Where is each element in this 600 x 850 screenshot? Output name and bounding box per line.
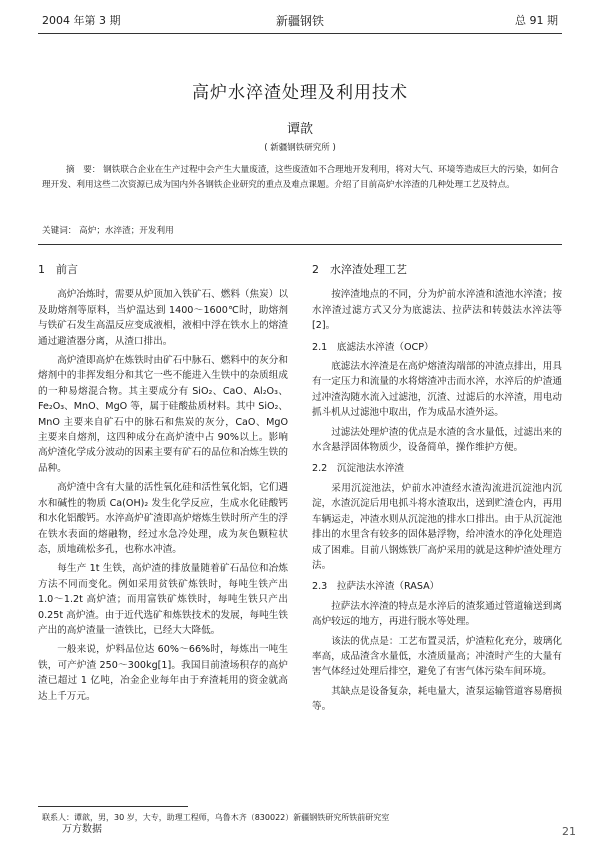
abstract-rule <box>38 244 562 245</box>
paragraph: 高炉渣即高炉在炼铁时由矿石中脉石、燃料中的灰分和熔剂中的非挥发组分和其它一些不能进入生铁中的杂质组成的一种易熔混合物。其主要成分有 SiO₂、CaO、Al₂O₃、Fe₂O₃、MnO、MgO 等，属于硅酸盐质材料。其中 SiO₂、MnO 主要来自矿石中的脉石和焦炭的灰分，CaO、MgO 主要来自熔剂，这四种成分在高炉渣中占 90%以上。影响高炉渣化学成分波动的因素主要有矿石的品位和冶炼生铁的品种。 <box>38 355 288 474</box>
paragraph: 一般来说，炉料品位达 60%～66%时，每炼出一吨生铁，可产炉渣 250～300kg[1]。我国目前渣场积存的高炉渣已超过 1 亿吨，冶金企业每年由于弃渣耗用的资金就高达上千万元。 <box>38 644 288 702</box>
paragraph: 该法的优点是：工艺布置灵活，炉渣粒化充分，玻璃化率高，成品渣含水量低，水渣质量高；冲渣时产生的大量有害气体经过处理后排空，避免了有害气体污染车间环境。 <box>312 635 562 678</box>
header-rule <box>38 33 562 34</box>
right-column <box>312 262 562 719</box>
paper-title: 高炉水淬渣处理及利用技术 <box>192 83 408 103</box>
abstract-text: 钢铁联合企业在生产过程中会产生大量废渣，这些废渣如不合理地开发利用，将对大气、环境等造成巨大的污染，如何合理开发、利用这些二次资源已成为国内外各钢铁企业研究的重点及难点课题。介绍了目前高炉水淬渣的几种处理工艺及特点。 <box>42 165 559 190</box>
keywords-label: 关键词： <box>42 226 77 236</box>
keywords <box>42 224 562 236</box>
journal-issue: 2004 年第 3 期 <box>42 14 121 27</box>
paragraph: 按淬渣地点的不同，分为炉前水淬渣和渣池水淬渣；按水淬渣过滤方式又分为底滤法、拉萨法和转鼓法水淬法等[2]。 <box>312 289 562 332</box>
paragraph: 高炉冶炼时，需要从炉顶加入铁矿石、燃料（焦炭）以及助熔剂等原料，当炉温达到 1400～1600℃时，助熔剂与铁矿石发生高温反应变成液相，液相中浮在铁水上的熔渣通过避渣器分离，从渣口排出。 <box>38 289 288 347</box>
footnote <box>42 812 562 836</box>
paragraph: 拉萨法水淬渣的特点是水淬后的渣浆通过管道输送到离高炉较远的地方，再进行脱水等处理。 <box>312 600 562 628</box>
footnote-rule <box>38 806 188 807</box>
left-column <box>38 262 288 708</box>
abstract-label: 摘 要： <box>66 165 101 175</box>
footnote-watermark: 万方数据 <box>62 824 102 835</box>
subsection-2-2-title: 2.2 沉淀池法水淬渣 <box>312 463 405 475</box>
subsection-2-1-title: 2.1 底滤法水淬渣（OCP） <box>312 341 434 353</box>
paragraph: 其缺点是设备复杂，耗电量大，渣泵运输管道容易磨损等。 <box>312 685 562 713</box>
footnote-text: 联系人：谭歆，男，30 岁，大专，助理工程师，乌鲁木齐（830022）新疆钢铁研究所铁前研究室 <box>42 813 390 822</box>
journal-total-issue: 总 91 期 <box>515 14 558 27</box>
abstract <box>42 163 562 193</box>
journal-name: 新疆钢铁 <box>275 14 324 28</box>
section-1-title: 1 前言 <box>38 263 78 276</box>
page-number: 21 <box>562 825 576 838</box>
paragraph: 采用沉淀池法，炉前水冲渣经水渣沟流进沉淀池内沉淀，水渣沉淀后用电抓斗将水渣取出，送到贮渣仓内，再用车辆运走，冲渣水则从沉淀池的排水口排出。由于从沉淀池排出的水里含有较多的固体悬浮物，给冲渣水的净化处理造成了困难。目前八钢炼铁厂高炉采用的就是这种炉渣处理方法。 <box>312 482 562 571</box>
author: 谭歆 <box>286 122 313 137</box>
affiliation: ( 新疆钢铁研究所 ) <box>264 143 336 153</box>
paragraph: 过滤法处理炉渣的优点是水渣的含水量低，过滤出来的水含悬浮固体物质少，设备简单，操作维护方便。 <box>312 426 562 454</box>
section-2-title: 2 水淬渣处理工艺 <box>312 263 407 276</box>
subsection-2-3-title: 2.3 拉萨法水淬渣（RASA） <box>312 581 440 593</box>
paragraph: 底滤法水淬渣是在高炉熔渣沟端部的冲渣点排出，用具有一定压力和流量的水将熔渣冲击而水淬，水淬后的炉渣通过冲渣沟随水流入过滤池，沉渣、过滤后的水淬渣，用电动抓斗机从过滤池中取出，作为成品水渣外运。 <box>312 361 562 419</box>
paragraph: 每生产 1t 生铁，高炉渣的排放量随着矿石品位和冶炼方法不同而变化。例如采用贫铁矿炼铁时，每吨生铁产出 1.0～1.2t 高炉渣；而用富铁矿炼铁时，每吨生铁只产出 0.25t 高炉渣。由于近代选矿和炼铁技术的发展，每吨生铁产出的高炉渣量一渣铁比，已经大大降低。 <box>38 563 288 636</box>
keywords-text: 高炉；水淬渣；开发利用 <box>79 226 174 236</box>
paragraph: 高炉渣中含有大量的活性氧化硅和活性氧化铝，它们遇水和碱性的物质 Ca(OH)₂ 发生化学反应，生成水化硅酸钙和水化铝酸钙。水淬高炉矿渣即高炉熔炼生铁时所产生的浮在铁水表面的熔融物，经过水急冷处理，成为灰色颗粒状态，质地疏松多孔，也称水冲渣。 <box>38 482 288 555</box>
